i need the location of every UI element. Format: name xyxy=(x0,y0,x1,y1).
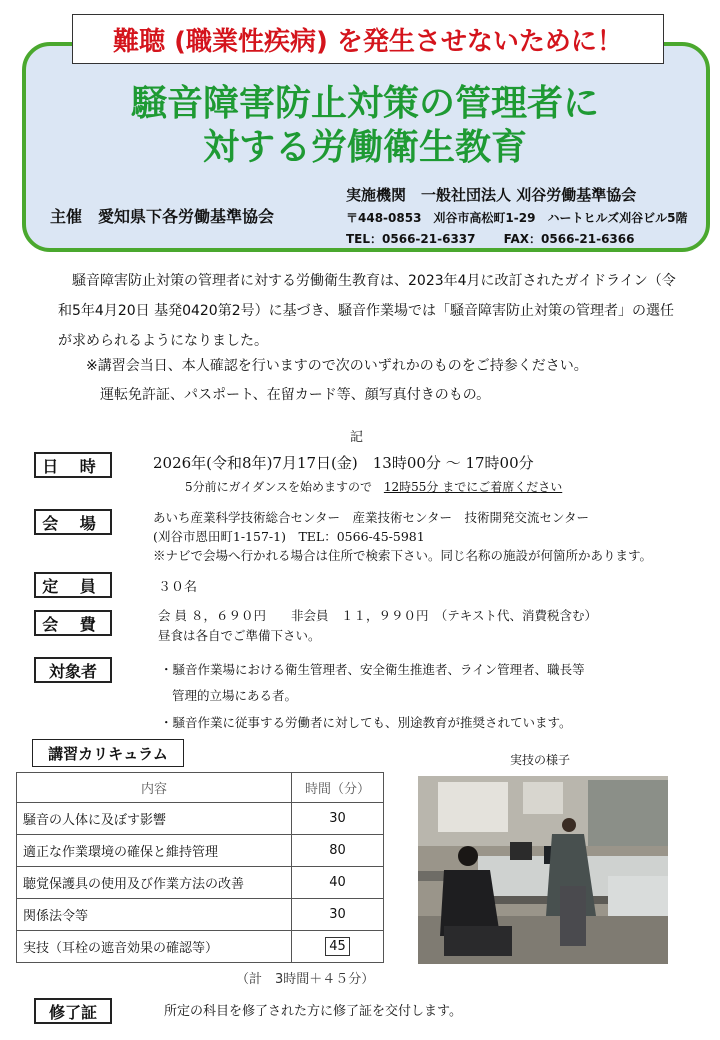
capacity-label: 定 員 xyxy=(34,572,112,598)
headline-banner: 難聴 (職業性疾病) を発生させないために！ xyxy=(72,14,664,64)
date-note xyxy=(185,478,562,495)
col-content-header: 内容 xyxy=(17,773,292,803)
table-row xyxy=(17,803,384,835)
date-note-prefix: 5分前にガイダンスを始めますので xyxy=(185,480,373,494)
certificate-text: 所定の科目を修了された方に修了証を交付します。 xyxy=(164,1004,462,1019)
title-line-1: 騒音障害防止対策の管理者に xyxy=(130,83,599,124)
fee-label: 会 費 xyxy=(34,610,112,636)
row-time xyxy=(292,931,384,963)
row-time: 80 xyxy=(292,835,384,867)
curriculum-total: （計 3時間＋４５分） xyxy=(236,972,375,987)
target-line-2: 管理的立場にある者。 xyxy=(172,688,298,703)
row-content: 関係法令等 xyxy=(17,899,292,931)
row-time: 30 xyxy=(292,803,384,835)
target-label: 対象者 xyxy=(34,657,112,683)
curriculum-label: 講習カリキュラム xyxy=(32,739,184,767)
venue-note: ※ナビで会場へ行かれる場合は住所で検索下さい。同じ名称の施設が何箇所かあります。 xyxy=(153,548,653,563)
target-line-1: ・騒音作業場における衛生管理者、安全衛生推進者、ライン管理者、職長等 xyxy=(160,662,585,677)
col-time-header: 時間（分） xyxy=(292,773,384,803)
page-title xyxy=(30,82,700,170)
photo-caption: 実技の様子 xyxy=(510,753,571,767)
row-content: 聴覚保護具の使用及び作業方法の改善 xyxy=(17,867,292,899)
arrival-time: 12時55分 までにご着席ください xyxy=(383,480,563,494)
lunch-note: 昼食は各自でご準備下さい。 xyxy=(158,628,321,643)
organizer-phone: TEL：0566-21-6337 FAX：0566-21-6366 xyxy=(346,232,635,246)
date-label: 日 時 xyxy=(34,452,112,478)
table-row xyxy=(17,931,384,963)
fee-amounts: 会 員 ８，６９０円 非会員 １１，９９０円 （テキスト代、消費税含む） xyxy=(158,608,597,623)
target-line-3: ・騒音作業に従事する労働者に対しても、別途教育が推奨されています。 xyxy=(160,715,572,730)
curriculum-table xyxy=(16,772,384,963)
row-content: 騒音の人体に及ぼす影響 xyxy=(17,803,292,835)
table-row xyxy=(17,899,384,931)
row-content: 実技（耳栓の遮音効果の確認等） xyxy=(17,931,292,963)
table-header-row xyxy=(17,773,384,803)
capacity-value: ３０名 xyxy=(158,580,198,595)
venue-label: 会 場 xyxy=(34,509,112,535)
intro-paragraph: 騒音障害防止対策の管理者に対する労働衛生教育は、2023年4月に改訂されたガイドライン（令和5年4月20日 基発0420第2号）に基づき、騒音作業場では「騒音障害防止対策の管理者」の選任が求められるようになりました。 xyxy=(58,273,676,349)
organizer-name: 実施機関 一般社団法人 刈谷労働基準協会 xyxy=(346,186,637,204)
practical-time: 45 xyxy=(325,937,350,956)
organizer-block xyxy=(346,184,706,247)
table-row xyxy=(17,867,384,899)
row-time: 30 xyxy=(292,899,384,931)
venue-address: (刈谷市恩田町1-157-1) TEL：0566-45-5981 xyxy=(153,529,425,544)
ki-mark: 記 xyxy=(350,430,364,445)
practical-session-photo xyxy=(418,776,668,964)
certificate-label: 修了証 xyxy=(34,998,112,1024)
id-examples: 運転免許証、パスポート、在留カード等、顔写真付きのもの。 xyxy=(100,387,491,403)
date-value: 2026年(令和8年)7月17日(金) 13時00分 ～ 17時00分 xyxy=(153,454,534,472)
id-note: ※講習会当日、本人確認を行いますので次のいずれかのものをご持参ください。 xyxy=(86,358,588,374)
organizer-address: 〒448-0853 刈谷市高松町1-29 ハートヒルズ刈谷ビル5階 xyxy=(346,211,688,225)
sponsor-text: 主催 愛知県下各労働基準協会 xyxy=(50,207,275,226)
table-row xyxy=(17,835,384,867)
venue-name: あいち産業科学技術総合センター 産業技術センター 技術開発交流センター xyxy=(153,510,590,525)
row-time: 40 xyxy=(292,867,384,899)
row-content: 適正な作業環境の確保と維持管理 xyxy=(17,835,292,867)
title-line-2: 対する労働衛生教育 xyxy=(202,127,527,168)
